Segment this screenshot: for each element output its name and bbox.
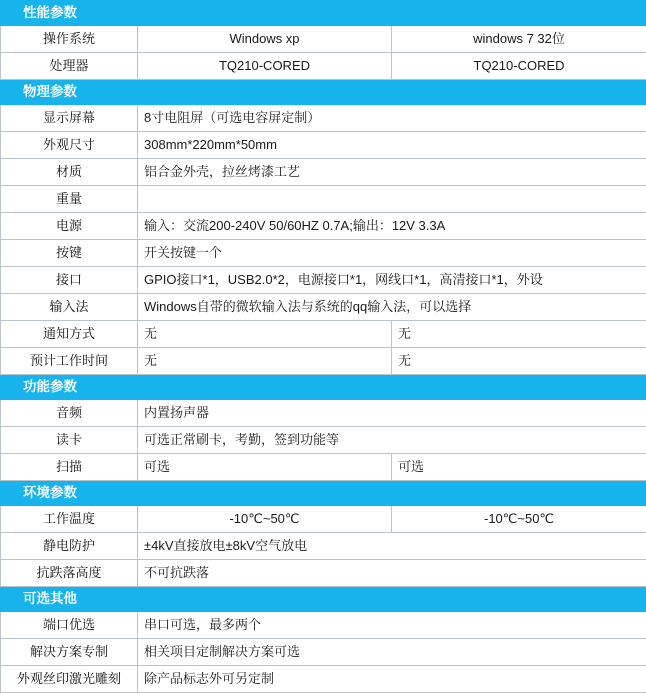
table-row [1,240,646,267]
section-header-row [1,481,646,506]
row-value [138,186,646,213]
table-row [1,105,646,132]
row-value: ±4kV直接放电±8kV空气放电 [138,533,646,560]
row-label: 读卡 [1,427,138,454]
row-value: windows 7 32位 [392,26,646,53]
row-label: 音频 [1,400,138,427]
row-value: 无 [392,321,646,348]
table-row [1,612,646,639]
row-label: 端口优选 [1,612,138,639]
table-row [1,159,646,186]
table-row [1,267,646,294]
table-row [1,427,646,454]
table-row [1,213,646,240]
row-value: TQ210-CORED [138,53,392,80]
section-title: 功能参数 [1,375,646,400]
row-label: 处理器 [1,53,138,80]
row-label: 电源 [1,213,138,240]
row-label: 接口 [1,267,138,294]
row-label: 按键 [1,240,138,267]
row-value: 无 [392,348,646,375]
row-value: 8寸电阻屏（可选电容屏定制） [138,105,646,132]
section-title: 环境参数 [1,481,646,506]
row-label: 操作系统 [1,26,138,53]
row-value: 无 [138,348,392,375]
row-value: 无 [138,321,392,348]
row-label: 重量 [1,186,138,213]
table-row [1,294,646,321]
row-value: 铝合金外壳，拉丝烤漆工艺 [138,159,646,186]
row-label: 外观丝印激光雕刻 [1,666,138,693]
section-header-row [1,80,646,105]
row-value: 输入：交流200-240V 50/60HZ 0.7A;输出：12V 3.3A [138,213,646,240]
row-value: 相关项目定制解决方案可选 [138,639,646,666]
row-value: 串口可选，最多两个 [138,612,646,639]
section-header-row [1,587,646,612]
row-value: -10℃~50℃ [392,506,646,533]
table-row [1,132,646,159]
row-value: GPIO接口*1，USB2.0*2，电源接口*1，网线口*1，高清接口*1，外设 [138,267,646,294]
row-value: 可选 [392,454,646,481]
table-row [1,348,646,375]
row-value: 308mm*220mm*50mm [138,132,646,159]
table-row [1,560,646,587]
row-value: 除产品标志外可另定制 [138,666,646,693]
table-row [1,26,646,53]
row-value: 内置扬声器 [138,400,646,427]
section-title: 可选其他 [1,587,646,612]
table-row [1,506,646,533]
row-value: TQ210-CORED [392,53,646,80]
row-value: Windows自带的微软输入法与系统的qq输入法，可以选择 [138,294,646,321]
row-label: 扫描 [1,454,138,481]
row-label: 外观尺寸 [1,132,138,159]
row-value: 可选正常刷卡，考勤，签到功能等 [138,427,646,454]
table-row [1,400,646,427]
section-header-row [1,375,646,400]
row-value: 可选 [138,454,392,481]
section-title: 物理参数 [1,80,646,105]
table-row [1,186,646,213]
table-row [1,321,646,348]
table-row [1,53,646,80]
row-label: 工作温度 [1,506,138,533]
table-row [1,533,646,560]
row-value: -10℃~50℃ [138,506,392,533]
section-title: 性能参数 [1,1,646,26]
table-row [1,639,646,666]
row-label: 显示屏幕 [1,105,138,132]
row-label: 通知方式 [1,321,138,348]
spec-table-body [1,1,646,693]
table-row [1,666,646,693]
table-row [1,454,646,481]
section-header-row [1,1,646,26]
row-value: 开关按键一个 [138,240,646,267]
row-label: 静电防护 [1,533,138,560]
row-value: Windows xp [138,26,392,53]
row-label: 抗跌落高度 [1,560,138,587]
row-value: 不可抗跌落 [138,560,646,587]
row-label: 输入法 [1,294,138,321]
row-label: 解决方案专制 [1,639,138,666]
row-label: 材质 [1,159,138,186]
row-label: 预计工作时间 [1,348,138,375]
